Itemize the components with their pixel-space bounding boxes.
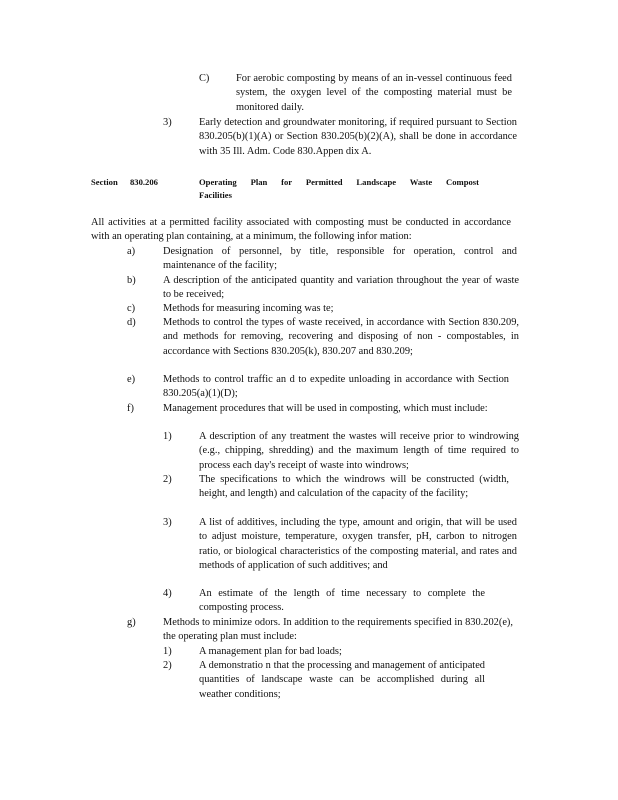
item-marker: c): [127, 303, 136, 314]
section-title-continued: Facilities: [199, 190, 232, 200]
section-label: Section: [91, 177, 118, 187]
subitem-marker: 2): [163, 474, 172, 485]
subitem-marker: 1): [163, 646, 172, 657]
item-marker: e): [127, 374, 136, 385]
item-marker: b): [127, 275, 136, 286]
item-text: Early detection and groundwater monitoring, if required pursuant to Section 830.205(b)(1)(A) or Section 830.205(b)(2)(A), shall be done in accordance with 35 Ill. Adm. Code 830.Appen dix A.: [199, 117, 517, 157]
intro-paragraph: All activities at a permitted facility associated with composting must be conducted in accordance with an operating plan containing, at a minimum, the following infor mation:: [91, 217, 511, 243]
subitem-text: An estimate of the length of time necessary to complete the composting process.: [199, 588, 485, 614]
item-text: For aerobic composting by means of an in-vessel continuous feed system, the oxygen level of the composting material must be monitored daily.: [236, 73, 512, 113]
item-text: A description of the anticipated quantity and variation throughout the year of waste to be received;: [163, 275, 519, 301]
item-text: Methods to minimize odors. In addition to the requirements specified in 830.202(e), the operating plan must include:: [163, 617, 513, 643]
subitem-text: A description of any treatment the wastes will receive prior to windrowing (e.g., chipping, shredding) and the maximum length of time required to process each day's receipt of waste into windrows;: [199, 431, 519, 471]
item-text: Methods to control traffic an d to expedite unloading in accordance with Section 830.205(a)(1)(D);: [163, 374, 509, 400]
item-text: Designation of personnel, by title, responsible for operation, control and maintenance of the facility;: [163, 246, 517, 272]
subitem-marker: 4): [163, 588, 172, 599]
subitem-marker: 3): [163, 517, 172, 528]
subitem-text: A list of additives, including the type, amount and origin, that will be used to adjust moisture, temperature, oxygen transfer, pH, carbon to nitrogen ratio, or biological characteristics of the composting material, and rates and methods of application of such additives; and: [199, 517, 517, 572]
item-marker: a): [127, 246, 136, 257]
item-marker: 3): [163, 117, 172, 128]
subitem-marker: 2): [163, 660, 172, 671]
section-number: 830.206: [130, 177, 158, 187]
subitem-text: A demonstratio n that the processing and management of anticipated quantities of landscape waste can be accomplished during all weather conditions;: [199, 660, 485, 700]
item-marker: d): [127, 317, 136, 328]
item-marker: g): [127, 617, 136, 628]
subitem-text: A management plan for bad loads;: [199, 646, 342, 657]
item-text: Management procedures that will be used in composting, which must include:: [163, 403, 488, 414]
item-marker: f): [127, 403, 134, 414]
subitem-text: The specifications to which the windrows will be constructed (width, height, and length) and calculation of the capacity of the facility;: [199, 474, 509, 500]
item-text: Methods to control the types of waste received, in accordance with Section 830.209, and methods for removing, recovering and disposing of non - compostables, in accordance with Sections 830.205(k), 830.207 and 830.209;: [163, 317, 519, 357]
item-marker: C): [199, 73, 210, 84]
item-text: Methods for measuring incoming was te;: [163, 303, 334, 314]
subitem-marker: 1): [163, 431, 172, 442]
section-title: Operating Plan for Permitted Landscape Waste Compost: [199, 177, 479, 187]
